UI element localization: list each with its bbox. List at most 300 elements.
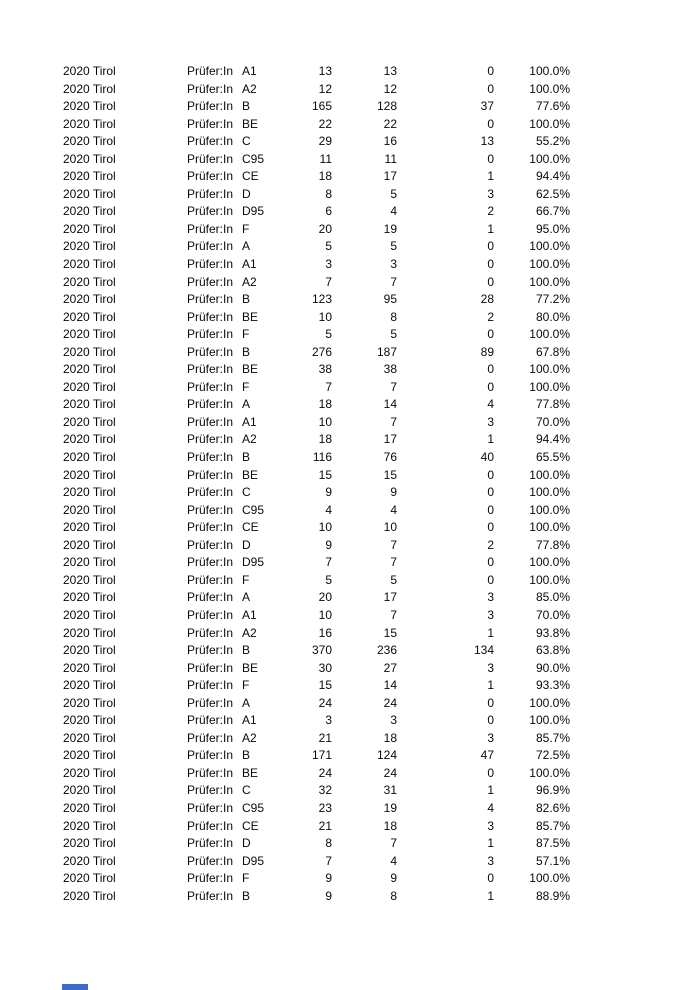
total-cell: 4 bbox=[325, 502, 332, 517]
region-cell: 2020 Tirol bbox=[63, 836, 116, 851]
failed-cell: 1 bbox=[487, 221, 494, 236]
pass-rate-cell: 77.8% bbox=[535, 397, 570, 412]
table-row bbox=[63, 502, 570, 520]
region-cell: 2020 Tirol bbox=[63, 274, 116, 289]
region-cell: 2020 Tirol bbox=[63, 730, 116, 745]
passed-cell: 17 bbox=[383, 432, 397, 447]
failed-cell: 3 bbox=[487, 414, 494, 429]
table-row bbox=[63, 484, 570, 502]
pass-rate-cell: 100.0% bbox=[529, 713, 570, 728]
examiner-cell: Prüfer:In bbox=[187, 204, 234, 219]
total-cell: 13 bbox=[318, 64, 332, 78]
category-cell: A2 bbox=[242, 432, 257, 447]
failed-cell: 3 bbox=[487, 730, 494, 745]
failed-cell: 0 bbox=[487, 871, 494, 886]
failed-cell: 1 bbox=[487, 678, 494, 693]
total-cell: 370 bbox=[311, 643, 332, 658]
failed-cell: 0 bbox=[487, 64, 494, 78]
results-table bbox=[63, 63, 570, 905]
region-cell: 2020 Tirol bbox=[63, 414, 116, 429]
examiner-cell: Prüfer:In bbox=[187, 344, 234, 359]
failed-cell: 0 bbox=[487, 116, 494, 131]
pass-rate-cell: 90.0% bbox=[535, 660, 570, 675]
region-cell: 2020 Tirol bbox=[63, 169, 116, 184]
failed-cell: 0 bbox=[487, 502, 494, 517]
failed-cell: 0 bbox=[487, 362, 494, 377]
total-cell: 15 bbox=[318, 678, 332, 693]
pass-rate-cell: 100.0% bbox=[529, 379, 570, 394]
region-cell: 2020 Tirol bbox=[63, 625, 116, 640]
total-cell: 20 bbox=[318, 590, 332, 605]
passed-cell: 76 bbox=[383, 450, 397, 465]
category-cell: F bbox=[242, 572, 250, 587]
passed-cell: 24 bbox=[383, 765, 397, 780]
region-cell: 2020 Tirol bbox=[63, 204, 116, 219]
region-cell: 2020 Tirol bbox=[63, 853, 116, 868]
examiner-cell: Prüfer:In bbox=[187, 450, 234, 465]
passed-cell: 5 bbox=[390, 572, 397, 587]
region-cell: 2020 Tirol bbox=[63, 397, 116, 412]
failed-cell: 1 bbox=[487, 783, 494, 798]
pass-rate-cell: 88.9% bbox=[535, 888, 570, 903]
table-row bbox=[63, 81, 570, 99]
failed-cell: 4 bbox=[487, 397, 494, 412]
passed-cell: 3 bbox=[390, 713, 397, 728]
table-row bbox=[63, 747, 570, 765]
category-cell: D bbox=[242, 537, 251, 552]
category-cell: A bbox=[242, 239, 251, 254]
pass-rate-cell: 100.0% bbox=[529, 765, 570, 780]
failed-cell: 3 bbox=[487, 607, 494, 622]
pass-rate-cell: 55.2% bbox=[535, 134, 570, 149]
total-cell: 9 bbox=[325, 871, 332, 886]
category-cell: A1 bbox=[242, 64, 257, 78]
failed-cell: 0 bbox=[487, 239, 494, 254]
region-cell: 2020 Tirol bbox=[63, 450, 116, 465]
examiner-cell: Prüfer:In bbox=[187, 467, 234, 482]
passed-cell: 7 bbox=[390, 414, 397, 429]
table-row bbox=[63, 221, 570, 239]
region-cell: 2020 Tirol bbox=[63, 257, 116, 272]
total-cell: 10 bbox=[318, 520, 332, 535]
pass-rate-cell: 100.0% bbox=[529, 502, 570, 517]
pass-rate-cell: 85.7% bbox=[535, 818, 570, 833]
region-cell: 2020 Tirol bbox=[63, 432, 116, 447]
passed-cell: 4 bbox=[390, 853, 397, 868]
total-cell: 21 bbox=[318, 730, 332, 745]
total-cell: 22 bbox=[318, 116, 332, 131]
category-cell: D bbox=[242, 836, 251, 851]
total-cell: 23 bbox=[318, 800, 332, 815]
total-cell: 123 bbox=[311, 292, 332, 307]
table-row bbox=[63, 537, 570, 555]
region-cell: 2020 Tirol bbox=[63, 572, 116, 587]
pass-rate-cell: 100.0% bbox=[529, 362, 570, 377]
table-row bbox=[63, 414, 570, 432]
examiner-cell: Prüfer:In bbox=[187, 397, 234, 412]
total-cell: 7 bbox=[325, 274, 332, 289]
category-cell: B bbox=[242, 99, 251, 114]
examiner-cell: Prüfer:In bbox=[187, 292, 234, 307]
pass-rate-cell: 100.0% bbox=[529, 257, 570, 272]
category-cell: A1 bbox=[242, 414, 257, 429]
category-cell: CE bbox=[242, 818, 259, 833]
pass-rate-cell: 87.5% bbox=[535, 836, 570, 851]
total-cell: 30 bbox=[318, 660, 332, 675]
region-cell: 2020 Tirol bbox=[63, 520, 116, 535]
pass-rate-cell: 63.8% bbox=[535, 643, 570, 658]
failed-cell: 3 bbox=[487, 660, 494, 675]
passed-cell: 15 bbox=[383, 625, 397, 640]
examiner-cell: Prüfer:In bbox=[187, 134, 234, 149]
total-cell: 15 bbox=[318, 467, 332, 482]
passed-cell: 9 bbox=[390, 485, 397, 500]
examiner-cell: Prüfer:In bbox=[187, 186, 234, 201]
pass-rate-cell: 100.0% bbox=[529, 274, 570, 289]
category-cell: BE bbox=[242, 660, 259, 675]
category-cell: D bbox=[242, 186, 251, 201]
table-row bbox=[63, 695, 570, 713]
category-cell: D95 bbox=[242, 853, 265, 868]
pass-rate-cell: 100.0% bbox=[529, 81, 570, 96]
examiner-cell: Prüfer:In bbox=[187, 485, 234, 500]
region-cell: 2020 Tirol bbox=[63, 871, 116, 886]
pass-rate-cell: 100.0% bbox=[529, 520, 570, 535]
passed-cell: 7 bbox=[390, 537, 397, 552]
passed-cell: 128 bbox=[376, 99, 397, 114]
passed-cell: 9 bbox=[390, 871, 397, 886]
category-cell: B bbox=[242, 643, 251, 658]
region-cell: 2020 Tirol bbox=[63, 713, 116, 728]
passed-cell: 17 bbox=[383, 169, 397, 184]
category-cell: BE bbox=[242, 116, 259, 131]
total-cell: 6 bbox=[325, 204, 332, 219]
examiner-cell: Prüfer:In bbox=[187, 414, 234, 429]
failed-cell: 89 bbox=[480, 344, 494, 359]
examiner-cell: Prüfer:In bbox=[187, 695, 234, 710]
passed-cell: 16 bbox=[383, 134, 397, 149]
examiner-cell: Prüfer:In bbox=[187, 818, 234, 833]
examiner-cell: Prüfer:In bbox=[187, 765, 234, 780]
failed-cell: 0 bbox=[487, 467, 494, 482]
failed-cell: 3 bbox=[487, 818, 494, 833]
pass-rate-cell: 96.9% bbox=[535, 783, 570, 798]
table-row bbox=[63, 151, 570, 169]
category-cell: C bbox=[242, 134, 251, 149]
category-cell: A2 bbox=[242, 625, 257, 640]
failed-cell: 134 bbox=[473, 643, 494, 658]
examiner-cell: Prüfer:In bbox=[187, 169, 234, 184]
category-cell: F bbox=[242, 221, 250, 236]
total-cell: 5 bbox=[325, 572, 332, 587]
region-cell: 2020 Tirol bbox=[63, 327, 116, 342]
failed-cell: 0 bbox=[487, 555, 494, 570]
failed-cell: 0 bbox=[487, 695, 494, 710]
failed-cell: 0 bbox=[487, 81, 494, 96]
region-cell: 2020 Tirol bbox=[63, 134, 116, 149]
pass-rate-cell: 94.4% bbox=[535, 169, 570, 184]
table-row bbox=[63, 835, 570, 853]
region-cell: 2020 Tirol bbox=[63, 344, 116, 359]
failed-cell: 1 bbox=[487, 625, 494, 640]
pass-rate-cell: 62.5% bbox=[535, 186, 570, 201]
category-cell: B bbox=[242, 292, 251, 307]
table-row bbox=[63, 519, 570, 537]
category-cell: CE bbox=[242, 169, 259, 184]
passed-cell: 27 bbox=[383, 660, 397, 675]
examiner-cell: Prüfer:In bbox=[187, 572, 234, 587]
pass-rate-cell: 72.5% bbox=[535, 748, 570, 763]
examiner-cell: Prüfer:In bbox=[187, 836, 234, 851]
category-cell: B bbox=[242, 450, 251, 465]
passed-cell: 7 bbox=[390, 555, 397, 570]
passed-cell: 13 bbox=[383, 64, 397, 78]
table-row bbox=[63, 274, 570, 292]
passed-cell: 4 bbox=[390, 204, 397, 219]
examiner-cell: Prüfer:In bbox=[187, 607, 234, 622]
examiner-cell: Prüfer:In bbox=[187, 590, 234, 605]
examiner-cell: Prüfer:In bbox=[187, 748, 234, 763]
pass-rate-cell: 85.7% bbox=[535, 730, 570, 745]
passed-cell: 14 bbox=[383, 678, 397, 693]
table-row bbox=[63, 730, 570, 748]
table-row bbox=[63, 256, 570, 274]
table-row bbox=[63, 203, 570, 221]
pass-rate-cell: 70.0% bbox=[535, 607, 570, 622]
total-cell: 18 bbox=[318, 432, 332, 447]
total-cell: 38 bbox=[318, 362, 332, 377]
pass-rate-cell: 57.1% bbox=[535, 853, 570, 868]
failed-cell: 0 bbox=[487, 257, 494, 272]
failed-cell: 13 bbox=[480, 134, 494, 149]
passed-cell: 187 bbox=[376, 344, 397, 359]
category-cell: F bbox=[242, 327, 250, 342]
category-cell: C bbox=[242, 783, 251, 798]
passed-cell: 5 bbox=[390, 239, 397, 254]
total-cell: 9 bbox=[325, 888, 332, 903]
region-cell: 2020 Tirol bbox=[63, 81, 116, 96]
passed-cell: 5 bbox=[390, 327, 397, 342]
table-row bbox=[63, 467, 570, 485]
examiner-cell: Prüfer:In bbox=[187, 678, 234, 693]
total-cell: 29 bbox=[318, 134, 332, 149]
examiner-cell: Prüfer:In bbox=[187, 730, 234, 745]
failed-cell: 0 bbox=[487, 485, 494, 500]
category-cell: D95 bbox=[242, 555, 265, 570]
failed-cell: 0 bbox=[487, 765, 494, 780]
pass-rate-cell: 67.8% bbox=[535, 344, 570, 359]
failed-cell: 37 bbox=[480, 99, 494, 114]
total-cell: 18 bbox=[318, 397, 332, 412]
region-cell: 2020 Tirol bbox=[63, 99, 116, 114]
examiner-cell: Prüfer:In bbox=[187, 520, 234, 535]
pass-rate-cell: 100.0% bbox=[529, 327, 570, 342]
passed-cell: 12 bbox=[383, 81, 397, 96]
passed-cell: 24 bbox=[383, 695, 397, 710]
table-row bbox=[63, 677, 570, 695]
failed-cell: 2 bbox=[487, 309, 494, 324]
examiner-cell: Prüfer:In bbox=[187, 257, 234, 272]
passed-cell: 4 bbox=[390, 502, 397, 517]
total-cell: 8 bbox=[325, 186, 332, 201]
pass-rate-cell: 70.0% bbox=[535, 414, 570, 429]
category-cell: F bbox=[242, 871, 250, 886]
category-cell: B bbox=[242, 888, 251, 903]
examiner-cell: Prüfer:In bbox=[187, 362, 234, 377]
failed-cell: 1 bbox=[487, 432, 494, 447]
total-cell: 5 bbox=[325, 327, 332, 342]
failed-cell: 2 bbox=[487, 204, 494, 219]
region-cell: 2020 Tirol bbox=[63, 485, 116, 500]
passed-cell: 19 bbox=[383, 800, 397, 815]
region-cell: 2020 Tirol bbox=[63, 695, 116, 710]
table-row bbox=[63, 818, 570, 836]
passed-cell: 10 bbox=[383, 520, 397, 535]
pass-rate-cell: 77.8% bbox=[535, 537, 570, 552]
total-cell: 10 bbox=[318, 607, 332, 622]
examiner-cell: Prüfer:In bbox=[187, 625, 234, 640]
region-cell: 2020 Tirol bbox=[63, 221, 116, 236]
region-cell: 2020 Tirol bbox=[63, 379, 116, 394]
total-cell: 24 bbox=[318, 765, 332, 780]
category-cell: A bbox=[242, 695, 251, 710]
region-cell: 2020 Tirol bbox=[63, 555, 116, 570]
examiner-cell: Prüfer:In bbox=[187, 783, 234, 798]
passed-cell: 8 bbox=[390, 309, 397, 324]
passed-cell: 5 bbox=[390, 186, 397, 201]
pass-rate-cell: 100.0% bbox=[529, 555, 570, 570]
passed-cell: 7 bbox=[390, 274, 397, 289]
table-row bbox=[63, 589, 570, 607]
pass-rate-cell: 100.0% bbox=[529, 695, 570, 710]
region-cell: 2020 Tirol bbox=[63, 678, 116, 693]
examiner-cell: Prüfer:In bbox=[187, 379, 234, 394]
table-row bbox=[63, 326, 570, 344]
table-row bbox=[63, 168, 570, 186]
category-cell: A bbox=[242, 397, 251, 412]
pass-rate-cell: 94.4% bbox=[535, 432, 570, 447]
examiner-cell: Prüfer:In bbox=[187, 643, 234, 658]
passed-cell: 17 bbox=[383, 590, 397, 605]
region-cell: 2020 Tirol bbox=[63, 467, 116, 482]
total-cell: 3 bbox=[325, 713, 332, 728]
pass-rate-cell: 93.8% bbox=[535, 625, 570, 640]
pass-rate-cell: 93.3% bbox=[535, 678, 570, 693]
total-cell: 8 bbox=[325, 836, 332, 851]
category-cell: BE bbox=[242, 309, 259, 324]
total-cell: 9 bbox=[325, 485, 332, 500]
failed-cell: 0 bbox=[487, 151, 494, 166]
region-cell: 2020 Tirol bbox=[63, 239, 116, 254]
region-cell: 2020 Tirol bbox=[63, 151, 116, 166]
region-cell: 2020 Tirol bbox=[63, 818, 116, 833]
passed-cell: 15 bbox=[383, 467, 397, 482]
total-cell: 24 bbox=[318, 695, 332, 710]
examiner-cell: Prüfer:In bbox=[187, 871, 234, 886]
category-cell: A2 bbox=[242, 274, 257, 289]
category-cell: BE bbox=[242, 467, 259, 482]
examiner-cell: Prüfer:In bbox=[187, 81, 234, 96]
table-row bbox=[63, 133, 570, 151]
category-cell: A1 bbox=[242, 713, 257, 728]
examiner-cell: Prüfer:In bbox=[187, 555, 234, 570]
category-cell: F bbox=[242, 678, 250, 693]
failed-cell: 47 bbox=[480, 748, 494, 763]
category-cell: A2 bbox=[242, 730, 257, 745]
pass-rate-cell: 100.0% bbox=[529, 151, 570, 166]
passed-cell: 3 bbox=[390, 257, 397, 272]
failed-cell: 28 bbox=[480, 292, 494, 307]
failed-cell: 0 bbox=[487, 713, 494, 728]
table-row bbox=[63, 186, 570, 204]
examiner-cell: Prüfer:In bbox=[187, 713, 234, 728]
table-row bbox=[63, 607, 570, 625]
examiner-cell: Prüfer:In bbox=[187, 853, 234, 868]
table-row bbox=[63, 660, 570, 678]
pass-rate-cell: 100.0% bbox=[529, 64, 570, 78]
page-marker bbox=[62, 984, 88, 990]
passed-cell: 95 bbox=[383, 292, 397, 307]
total-cell: 9 bbox=[325, 537, 332, 552]
category-cell: B bbox=[242, 748, 251, 763]
failed-cell: 3 bbox=[487, 590, 494, 605]
table-row bbox=[63, 642, 570, 660]
examiner-cell: Prüfer:In bbox=[187, 274, 234, 289]
failed-cell: 0 bbox=[487, 274, 494, 289]
table-row bbox=[63, 361, 570, 379]
examiner-cell: Prüfer:In bbox=[187, 116, 234, 131]
region-cell: 2020 Tirol bbox=[63, 643, 116, 658]
total-cell: 171 bbox=[311, 748, 332, 763]
table-row bbox=[63, 870, 570, 888]
table-row bbox=[63, 116, 570, 134]
category-cell: BE bbox=[242, 362, 259, 377]
examiner-cell: Prüfer:In bbox=[187, 239, 234, 254]
passed-cell: 124 bbox=[376, 748, 397, 763]
total-cell: 7 bbox=[325, 379, 332, 394]
total-cell: 16 bbox=[318, 625, 332, 640]
failed-cell: 2 bbox=[487, 537, 494, 552]
total-cell: 5 bbox=[325, 239, 332, 254]
region-cell: 2020 Tirol bbox=[63, 800, 116, 815]
table-row bbox=[63, 765, 570, 783]
region-cell: 2020 Tirol bbox=[63, 362, 116, 377]
region-cell: 2020 Tirol bbox=[63, 888, 116, 903]
table-row bbox=[63, 800, 570, 818]
pass-rate-cell: 65.5% bbox=[535, 450, 570, 465]
total-cell: 10 bbox=[318, 309, 332, 324]
table-row bbox=[63, 888, 570, 906]
table-row bbox=[63, 396, 570, 414]
passed-cell: 18 bbox=[383, 818, 397, 833]
region-cell: 2020 Tirol bbox=[63, 64, 116, 78]
region-cell: 2020 Tirol bbox=[63, 292, 116, 307]
table-row bbox=[63, 853, 570, 871]
category-cell: B bbox=[242, 344, 251, 359]
passed-cell: 38 bbox=[383, 362, 397, 377]
table-row bbox=[63, 98, 570, 116]
failed-cell: 4 bbox=[487, 800, 494, 815]
total-cell: 7 bbox=[325, 853, 332, 868]
total-cell: 10 bbox=[318, 414, 332, 429]
examiner-cell: Prüfer:In bbox=[187, 327, 234, 342]
table-row bbox=[63, 344, 570, 362]
region-cell: 2020 Tirol bbox=[63, 660, 116, 675]
failed-cell: 0 bbox=[487, 572, 494, 587]
examiner-cell: Prüfer:In bbox=[187, 64, 234, 78]
passed-cell: 22 bbox=[383, 116, 397, 131]
category-cell: BE bbox=[242, 765, 259, 780]
